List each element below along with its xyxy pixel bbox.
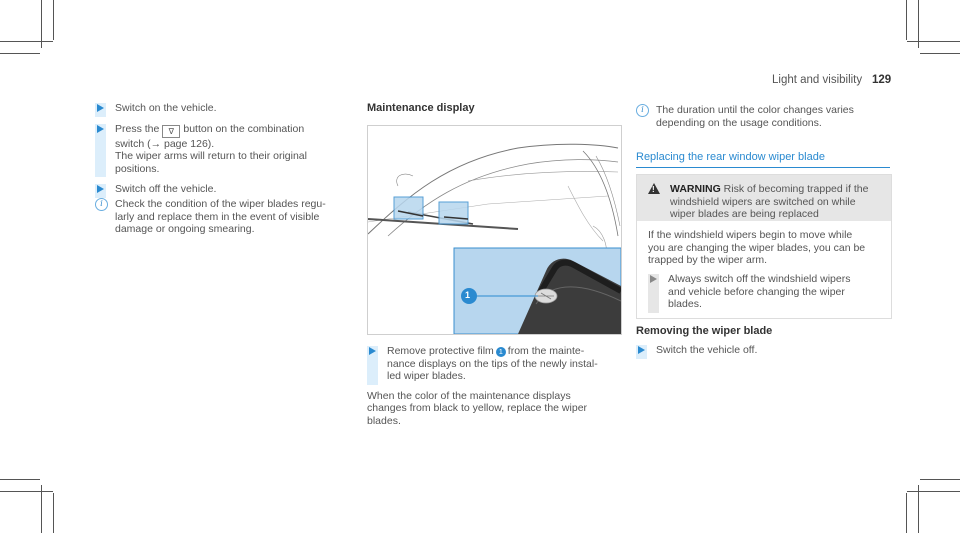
step-text: from the mainte- [507,345,585,357]
warning-body [648,229,888,267]
step-text: and vehicle before changing the wiper [668,285,845,298]
step-arrow-icon [97,185,104,193]
warning-title: wiper blades are being replaced [670,208,819,221]
warning-title: windshield wipers are switched on while [670,195,856,208]
step-arrow-icon [650,275,657,283]
step-text: nance displays on the tips of the newly instal- [387,357,598,370]
step-item [648,273,888,311]
step-text: switch (→ page 126). [115,137,215,150]
crop-mark [907,41,960,42]
step-item [95,102,350,115]
paragraph-text: changes from black to yellow, replace the wiper [367,402,588,415]
warning-box [636,174,892,319]
step-item [367,345,622,383]
right-column-step [636,344,890,362]
info-note [95,198,350,236]
page-number: 129 [872,74,892,86]
crop-mark [0,491,53,492]
windshield-illustration [368,126,621,334]
subsection-heading: Removing the wiper blade [636,325,773,337]
warning-title: Risk of becoming trapped if the [723,183,869,195]
note-text: Check the condition of the wiper blades regu- [115,197,326,210]
section-heading-blue [636,151,890,168]
figure-badge: 1 [465,290,471,300]
crop-mark [907,491,960,492]
wiper-button-icon: ∇ [162,125,180,138]
warning-text: trapped by the wiper arm. [648,254,768,267]
step-text: Remove protective film [387,345,494,357]
paragraph [367,390,622,428]
warning-text: If the windshield wipers begin to move while [648,229,853,241]
note-text: depending on the usage conditions. [656,116,822,129]
crop-mark [918,485,919,533]
warning-header: ! WARNING Risk of becoming trapped if the windshield wipers are switched on while wiper blades are being replaced [637,175,891,221]
step-arrow-icon [97,104,104,112]
step-item [95,183,350,196]
step-text: Press the [115,122,160,135]
step-arrow-icon [97,125,104,133]
step-arrow-icon [369,347,376,355]
step-text: positions. [115,162,160,175]
crop-mark [53,493,54,533]
step-item [636,344,890,357]
step-text: The wiper arms will return to their original [115,150,307,163]
heading-text: Replacing the rear window wiper blade [636,151,890,168]
step-text: button on the combination [183,122,305,135]
warning-label: WARNING [670,183,721,195]
warning-text: you are changing the wiper blades, you can be [648,241,866,254]
step-item [95,123,350,176]
crop-mark [0,53,40,54]
crop-mark [906,0,907,40]
section-heading: Maintenance display [367,102,475,114]
crop-mark [0,41,53,42]
paragraph-text: When the color of the maintenance displays [367,389,571,402]
warning-step [648,273,888,316]
note-text: The duration until the color changes varies [656,104,854,116]
info-icon: i [636,104,649,117]
right-column-note [636,104,890,135]
crop-mark [906,493,907,533]
step-text: led wiper blades. [387,370,466,383]
step-text: Switch on the vehicle. [115,102,217,114]
crop-mark [920,479,960,480]
detail-marker [439,202,468,224]
info-icon: i [95,198,108,211]
crop-mark [920,53,960,54]
crop-mark [53,0,54,40]
wiper-figure [367,125,622,335]
step-text: blades. [668,298,702,311]
info-note [636,104,890,129]
step-arrow-icon [638,346,645,354]
callout-badge: 1 [496,347,506,357]
crop-mark [41,485,42,533]
section-title: Light and visibility [772,74,863,86]
crop-mark [0,479,40,480]
note-text: larly and replace them in the event of visible [115,210,320,223]
step-text: Switch off the vehicle. [115,183,217,196]
step-text: Switch the vehicle off. [656,344,758,356]
middle-column [367,345,622,428]
note-text: damage or ongoing smearing. [115,223,255,236]
paragraph-text: blades. [367,414,401,427]
left-column [95,102,350,242]
step-text: Always switch off the windshield wipers [668,273,851,285]
